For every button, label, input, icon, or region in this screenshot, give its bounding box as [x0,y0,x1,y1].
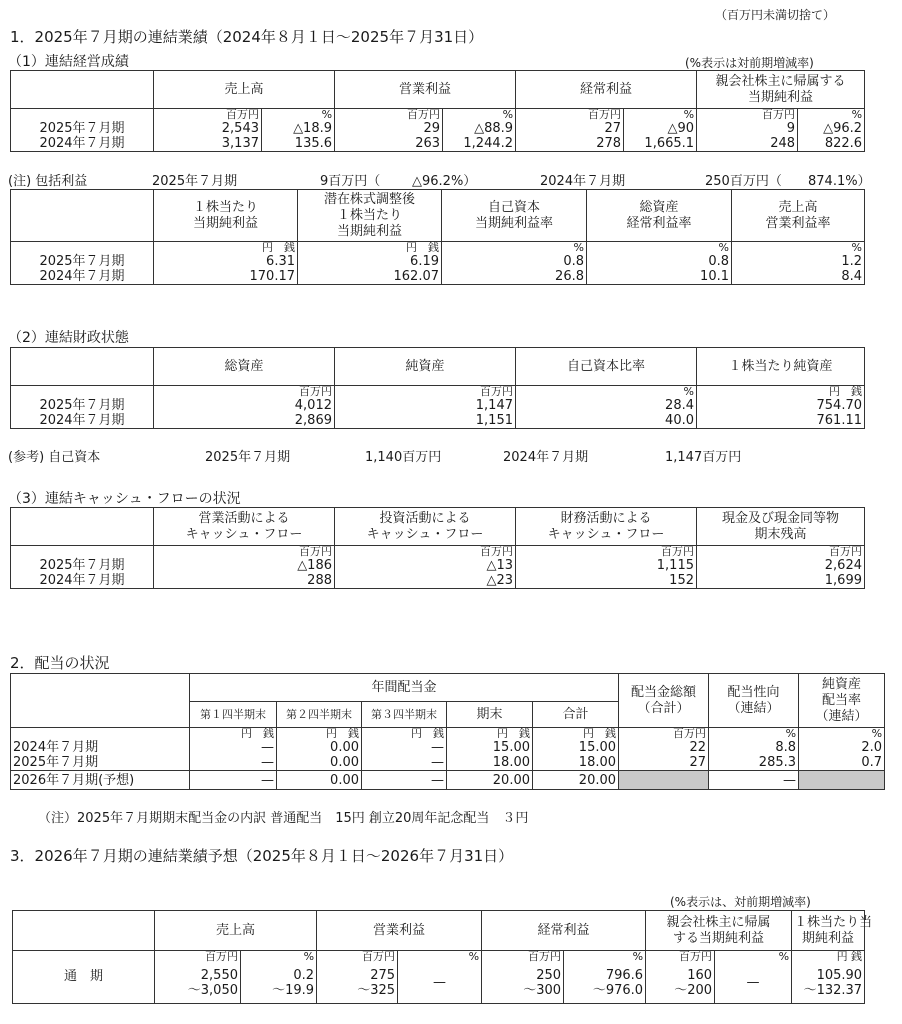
cell: 10.1 [587,269,732,285]
header-net-income [697,71,865,109]
unit: 百万円 [619,728,709,741]
header-ordinary-income: 経常利益 [516,71,697,109]
comprehensive-income-period1: 2025年７月期 [152,174,238,189]
per-share-table [10,189,865,285]
cell-shaded [799,771,885,790]
cell: 285.3 [709,755,799,771]
cell-sales-pct: 0.2 ～19.9 [241,963,317,1003]
cell-operating-income-pct: — [398,963,482,1003]
cell: 1.2 [732,254,865,269]
unit: 百万円 [335,386,516,399]
header-line: 潜在株式調整後 [323,191,415,207]
cell: 170.17 [154,269,298,285]
cell: 1,699 [697,573,865,589]
header-net-assets: 純資産 [335,348,516,386]
cash-flow-table [10,507,865,589]
header-line: 財務活動による [560,510,652,526]
unit: % [516,386,697,399]
cell-eps: 105.90 ～132.37 [792,963,865,1003]
cell: 0.00 [277,740,362,755]
unit: 百万円 [154,386,335,399]
header-empty [11,71,154,109]
table-row [11,755,885,771]
unit: % [241,951,317,964]
dividends-table [10,673,885,790]
unit: % [564,951,646,964]
cell: 1,244.2 [443,136,516,152]
unit: 百万円 [482,951,564,964]
cell: △88.9 [443,121,516,136]
row-label: 2024年７月期 [39,573,125,588]
cell: 135.6 [262,136,335,152]
unit: 百万円 [697,109,798,122]
header-line: 当期純利益 [192,215,258,231]
row-label: 2025年７月期 [39,558,125,573]
header-line: 期純利益 [802,930,855,946]
cell: 263 [335,136,443,152]
header-line: １株当たり [336,207,402,223]
header-line: 配当性向 [727,684,780,700]
header-line: 営業利益率 [765,215,831,231]
cell: 0.8 [442,254,587,269]
cell: 2.0 [799,740,885,755]
cell: — [190,740,277,755]
cell: 0.00 [277,755,362,771]
cell: 2,869 [154,413,335,429]
row-label-full-year: 通 期 [63,969,103,985]
header-line: 当期純利益 [336,223,402,239]
cell: 22 [619,740,709,755]
unit: % [732,242,865,255]
unit: 百万円 [335,109,443,122]
header-q3: 第３四半期末 [362,702,447,728]
header-line: 配当金総額 [631,684,697,700]
header-total-dividend [619,674,709,728]
cell: — [190,755,277,771]
header-net-income [646,911,792,951]
header-line: 現金及び現金同等物 [721,510,839,526]
header-line: （連結） [727,700,780,716]
unit: 円 銭 [154,242,298,255]
unit: 円 銭 [190,728,277,741]
comprehensive-income-value1: 9百万円（ [320,174,381,189]
cell: 27 [516,121,624,136]
equity-reference-label: (参考) 自己資本 [8,450,101,465]
header-q2: 第２四半期末 [277,702,362,728]
row-label: 2024年７月期 [39,413,125,428]
equity-reference-period1: 2025年７月期 [205,450,291,465]
header-sales: 売上高 [154,71,335,109]
cell-operating-income: 275 ～325 [317,963,398,1003]
cell: 18.00 [533,755,619,771]
comprehensive-income-change2: 874.1%） [808,174,871,189]
cell: △186 [154,558,335,573]
header-line: （連結） [815,708,868,724]
header-investing-cf [335,508,516,546]
row-label: 2025年７月期 [39,121,125,136]
cell-sales: 2,550 ～3,050 [155,963,241,1003]
header-line: キャッシュ・フロー [366,526,484,542]
header-line: 経常利益率 [626,215,692,231]
sub1-pct-note: (%表示は対前期増減率) [685,56,814,70]
cell-shaded [619,771,709,790]
cell: 1,665.1 [624,136,697,152]
header-line: １株当たり [192,199,258,215]
header-roe [442,190,587,242]
cell: 28.4 [516,398,697,413]
cell: 15.00 [447,740,533,755]
unit: % [799,728,885,741]
cell: △23 [335,573,516,589]
header-annual-dividend: 年間配当金 [190,674,619,702]
table-row [11,398,865,413]
cell: 18.00 [447,755,533,771]
equity-reference-value1: 1,140百万円 [365,450,442,465]
financial-position-table [10,347,865,429]
cell: 152 [516,573,697,589]
header-eps [154,190,298,242]
cell: — [190,771,277,790]
header-q1: 第１四半期末 [190,702,277,728]
cell: — [362,740,447,755]
cell-net-income: 160 ～200 [646,963,715,1003]
equity-reference-value2: 1,147百万円 [665,450,742,465]
unit: % [262,109,335,122]
header-operating-income: 営業利益 [335,71,516,109]
unit: 円 銭 [277,728,362,741]
unit: 百万円 [154,109,262,122]
unit: % [715,951,792,964]
header-line: キャッシュ・フロー [547,526,665,542]
cell: 4,012 [154,398,335,413]
header-total-assets: 総資産 [154,348,335,386]
table-row [11,269,865,285]
cell: 9 [697,121,798,136]
cell: △96.2 [798,121,865,136]
cell: 20.00 [447,771,533,790]
cell-ordinary-income: 250 ～300 [482,963,564,1003]
row-label: 2025年７月期 [39,254,125,269]
unit: % [443,109,516,122]
header-line: 営業活動による [198,510,290,526]
header-line: （合計） [637,700,690,716]
row-label: 2026年７月期(予想) [13,772,135,788]
header-empty [11,674,190,728]
header-net-income-line1: 親会社株主に帰属する [715,73,846,89]
cell: 0.7 [799,755,885,771]
cell: 6.19 [298,254,442,269]
cell: △18.9 [262,121,335,136]
cell: 0.00 [277,771,362,790]
section3-title: 3．2026年７月期の連結業績予想（2025年８月１日～2026年７月31日） [10,847,514,865]
section2-title: 2．配当の状況 [10,654,110,672]
comprehensive-income-label: (注) 包括利益 [8,174,88,189]
cell: 0.8 [587,254,732,269]
forecast-table [12,910,873,1004]
cell: 248 [697,136,798,152]
row-label: 2024年７月期 [39,136,125,151]
cell: 8.8 [709,740,799,755]
unit: 円 銭 [792,951,865,964]
dividend-note: （注）2025年７月期期末配当金の内訳 普通配当 15円 創立20周年記念配当 ３円 [38,811,529,826]
unit: 百万円 [697,546,865,559]
table-row [11,121,865,136]
header-cash-equivalents [697,508,865,546]
cell: 2,543 [154,121,262,136]
cell: — [362,755,447,771]
row-label: 2024年７月期 [13,740,99,755]
header-payout-ratio [709,674,799,728]
unit: 百万円 [646,951,715,964]
header-line: する当期純利益 [673,930,765,946]
header-line: 売上高 [778,199,818,215]
cell: 15.00 [533,740,619,755]
unit: % [709,728,799,741]
cell: 1,115 [516,558,697,573]
cell: 754.70 [697,398,865,413]
cell: 1,151 [335,413,516,429]
header-net-income-line2: 当期純利益 [748,89,814,105]
header-line: 自己資本 [487,199,540,215]
cell-net-income-pct: — [715,963,792,1003]
table-row [11,413,865,429]
unit: % [624,109,697,122]
cell: 40.0 [516,413,697,429]
header-line: 総資産 [639,199,679,215]
cell: △13 [335,558,516,573]
cell: 8.4 [732,269,865,285]
header-year-end: 期末 [447,702,533,728]
unit: 百万円 [154,546,335,559]
unit: 円 銭 [298,242,442,255]
section3-pct-note: (%表示は、対前期増減率) [670,895,811,909]
header-line: 親会社株主に帰属 [666,914,771,930]
header-line: １株当たり当 [794,914,873,930]
unit: 百万円 [516,109,624,122]
forecast-row [11,771,885,790]
equity-reference-period2: 2024年７月期 [503,450,589,465]
cell: 278 [516,136,624,152]
unit: 百万円 [335,546,516,559]
header-eps [792,911,873,951]
cell: 20.00 [533,771,619,790]
unit: % [398,951,482,964]
unit: 円 銭 [362,728,447,741]
cell: 761.11 [697,413,865,429]
row-label: 2025年７月期 [13,755,99,770]
cell: 27 [619,755,709,771]
cell: — [362,771,447,790]
table-row [11,136,865,152]
cell: — [709,771,799,790]
unit: % [798,109,865,122]
unit: 円 銭 [697,386,865,399]
header-line: 配当率 [822,692,862,708]
cell: 29 [335,121,443,136]
header-doe [799,674,885,728]
header-operating-cf [154,508,335,546]
header-operating-income: 営業利益 [317,911,482,951]
unit: 円 銭 [447,728,533,741]
unit: 百万円 [516,546,697,559]
comprehensive-income-value2: 250百万円（ [705,174,782,189]
header-total: 合計 [533,702,619,728]
row-label: 2024年７月期 [39,269,125,284]
header-line: キャッシュ・フロー [185,526,303,542]
header-equity-ratio: 自己資本比率 [516,348,697,386]
unit: 百万円 [155,951,241,964]
cell-ordinary-income-pct: 796.6 ～976.0 [564,963,646,1003]
table-row [11,254,865,269]
header-ordinary-income: 経常利益 [482,911,646,951]
cell: 6.31 [154,254,298,269]
unit: % [587,242,732,255]
unit: % [442,242,587,255]
unit: 百万円 [317,951,398,964]
cell: 162.07 [298,269,442,285]
cell: △90 [624,121,697,136]
table-row [11,558,865,573]
comprehensive-income-period2: 2024年７月期 [540,174,626,189]
operating-results-table [10,70,865,152]
table-row [11,740,885,755]
cell: 26.8 [442,269,587,285]
sub2-title: （2）連結財政状態 [8,330,129,346]
cell: 288 [154,573,335,589]
sub3-title: （3）連結キャッシュ・フローの状況 [8,491,241,507]
table-row [11,573,865,589]
unit: 円 銭 [533,728,619,741]
header-diluted-eps [298,190,442,242]
header-sales: 売上高 [155,911,317,951]
header-line: 当期純利益率 [474,215,553,231]
cell: 822.6 [798,136,865,152]
cell: 3,137 [154,136,262,152]
comprehensive-income-change1: △96.2%） [412,174,477,189]
section1-title: 1．2025年７月期の連結業績（2024年８月１日～2025年７月31日） [10,28,484,46]
rounding-note: （百万円未満切捨て） [715,8,836,22]
sub1-title: （1）連結経営成績 [8,54,129,70]
header-financing-cf [516,508,697,546]
header-line: 純資産 [822,676,862,692]
header-operating-margin [732,190,865,242]
header-bps: １株当たり純資産 [697,348,865,386]
header-line: 期末残高 [754,526,807,542]
cell: 2,624 [697,558,865,573]
header-line: 投資活動による [379,510,471,526]
header-roa [587,190,732,242]
cell: 1,147 [335,398,516,413]
row-label: 2025年７月期 [39,398,125,413]
